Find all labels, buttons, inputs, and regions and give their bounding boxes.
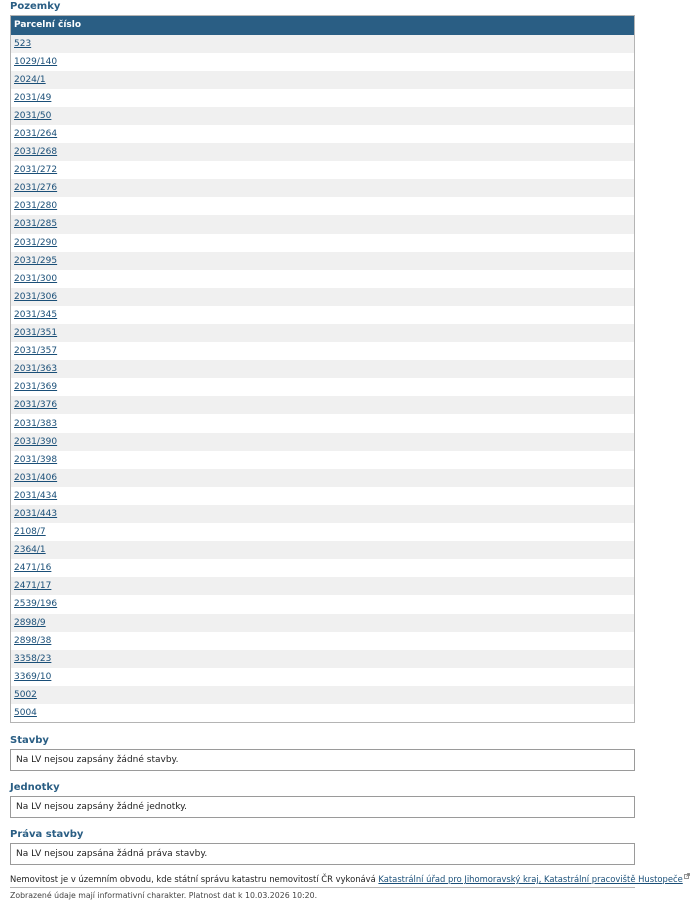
parcel-cell xyxy=(11,342,635,360)
column-header-parcelni-cislo[interactable]: Parcelní číslo xyxy=(11,16,635,35)
parcel-cell xyxy=(11,505,635,523)
stavby-info-box: Na LV nejsou zapsány žádné stavby. xyxy=(10,749,635,771)
stavby-section-title: Stavby xyxy=(10,735,49,746)
table-row xyxy=(11,360,635,378)
table-row xyxy=(11,614,635,632)
parcel-link[interactable]: 523 xyxy=(14,38,32,49)
table-row xyxy=(11,197,635,215)
parcel-link[interactable]: 1029/140 xyxy=(14,56,58,67)
parcel-cell xyxy=(11,71,635,89)
parcel-link[interactable]: 2024/1 xyxy=(14,74,46,85)
table-row xyxy=(11,541,635,559)
parcel-link[interactable]: 2031/398 xyxy=(14,454,58,465)
parcel-link[interactable]: 2031/285 xyxy=(14,219,58,230)
parcel-link[interactable]: 2031/306 xyxy=(14,291,58,302)
parcel-cell xyxy=(11,577,635,595)
table-row xyxy=(11,505,635,523)
parcel-cell xyxy=(11,686,635,704)
parcel-link[interactable]: 2031/49 xyxy=(14,92,52,103)
table-row xyxy=(11,71,635,89)
parcel-cell xyxy=(11,668,635,686)
parcel-cell xyxy=(11,541,635,559)
parcel-link[interactable]: 2031/390 xyxy=(14,436,58,447)
parcel-link[interactable]: 2031/345 xyxy=(14,309,58,320)
table-row xyxy=(11,559,635,577)
parcel-link[interactable]: 2031/272 xyxy=(14,165,58,176)
table-row xyxy=(11,686,635,704)
office-note-text: Nemovitost je v územním obvodu, kde státní správu katastru nemovitostí ČR vykonává xyxy=(10,874,379,884)
parcel-cell xyxy=(11,614,635,632)
parcel-cell xyxy=(11,451,635,469)
table-row xyxy=(11,414,635,432)
table-row xyxy=(11,451,635,469)
table-row xyxy=(11,324,635,342)
parcel-cell xyxy=(11,523,635,541)
parcel-cell xyxy=(11,306,635,324)
table-row xyxy=(11,161,635,179)
parcel-link[interactable]: 2031/290 xyxy=(14,237,58,248)
parcel-table-body xyxy=(11,35,635,723)
parcel-cell xyxy=(11,179,635,197)
parcel-link[interactable]: 2031/383 xyxy=(14,418,58,429)
table-row xyxy=(11,396,635,414)
parcel-link[interactable]: 2031/280 xyxy=(14,201,58,212)
table-row xyxy=(11,288,635,306)
parcel-cell xyxy=(11,559,635,577)
parcel-cell xyxy=(11,595,635,613)
table-row xyxy=(11,179,635,197)
parcel-cell xyxy=(11,35,635,53)
parcel-link[interactable]: 2471/17 xyxy=(14,581,52,592)
table-row xyxy=(11,35,635,53)
parcel-cell xyxy=(11,469,635,487)
parcel-table xyxy=(10,15,635,723)
prava-stavby-section-title: Práva stavby xyxy=(10,829,84,840)
parcel-link[interactable]: 5004 xyxy=(14,707,37,718)
parcel-link[interactable]: 2471/16 xyxy=(14,563,52,574)
parcel-cell xyxy=(11,215,635,233)
table-row xyxy=(11,270,635,288)
parcel-link[interactable]: 2031/443 xyxy=(14,508,58,519)
parcel-link[interactable]: 2031/357 xyxy=(14,346,58,357)
parcel-link[interactable]: 3358/23 xyxy=(14,653,52,664)
parcel-link[interactable]: 2031/369 xyxy=(14,382,58,393)
parcel-link[interactable]: 3369/10 xyxy=(14,671,52,682)
table-row xyxy=(11,523,635,541)
parcel-link[interactable]: 2898/9 xyxy=(14,617,46,628)
table-header-row xyxy=(11,16,635,35)
parcel-cell xyxy=(11,378,635,396)
table-row xyxy=(11,632,635,650)
validity-footer-note: Zobrazené údaje mají informativní charakter. Platnost dat k 10.03.2026 10:20. xyxy=(10,891,318,900)
jednotky-info-box: Na LV nejsou zapsány žádné jednotky. xyxy=(10,796,635,818)
prava-stavby-info-box: Na LV nejsou zapsána žádná práva stavby. xyxy=(10,843,635,865)
parcel-link[interactable]: 2031/295 xyxy=(14,255,58,266)
table-row xyxy=(11,342,635,360)
parcel-link[interactable]: 2031/351 xyxy=(14,328,58,339)
parcel-link[interactable]: 2031/50 xyxy=(14,110,52,121)
table-row xyxy=(11,252,635,270)
parcel-link[interactable]: 2031/300 xyxy=(14,273,58,284)
parcel-cell xyxy=(11,360,635,378)
table-row xyxy=(11,234,635,252)
table-row xyxy=(11,143,635,161)
parcel-link[interactable]: 2031/406 xyxy=(14,472,58,483)
parcel-cell xyxy=(11,324,635,342)
table-row xyxy=(11,469,635,487)
parcel-link[interactable]: 2031/264 xyxy=(14,129,58,140)
cadastral-office-link[interactable]: Katastrální úřad pro Jihomoravský kraj, Katastrální pracoviště Hustopeče xyxy=(378,874,683,884)
parcel-cell xyxy=(11,107,635,125)
parcel-link[interactable]: 2031/276 xyxy=(14,183,58,194)
parcel-link[interactable]: 2031/376 xyxy=(14,400,58,411)
parcel-cell xyxy=(11,270,635,288)
table-row xyxy=(11,704,635,723)
table-row xyxy=(11,215,635,233)
parcel-link[interactable]: 2108/7 xyxy=(14,527,46,538)
parcel-cell xyxy=(11,650,635,668)
footer-divider xyxy=(10,887,635,888)
table-row xyxy=(11,668,635,686)
table-row xyxy=(11,125,635,143)
table-row xyxy=(11,107,635,125)
table-row xyxy=(11,306,635,324)
jednotky-section-title: Jednotky xyxy=(10,782,60,793)
table-row xyxy=(11,89,635,107)
parcel-link[interactable]: 2539/196 xyxy=(14,599,58,610)
parcel-cell xyxy=(11,288,635,306)
parcel-link[interactable]: 2031/363 xyxy=(14,364,58,375)
parcel-link[interactable]: 2364/1 xyxy=(14,545,46,556)
parcel-cell xyxy=(11,252,635,270)
parcel-link[interactable]: 2898/38 xyxy=(14,635,52,646)
table-row xyxy=(11,595,635,613)
parcel-cell xyxy=(11,632,635,650)
parcel-link[interactable]: 2031/434 xyxy=(14,490,58,501)
parcel-cell xyxy=(11,89,635,107)
parcel-cell xyxy=(11,53,635,71)
parcel-link[interactable]: 5002 xyxy=(14,689,37,700)
parcel-cell xyxy=(11,704,635,723)
table-row xyxy=(11,650,635,668)
parcel-cell xyxy=(11,234,635,252)
pozemky-section-title: Pozemky xyxy=(10,1,61,12)
parcel-cell xyxy=(11,197,635,215)
parcel-cell xyxy=(11,125,635,143)
cadastral-office-note xyxy=(10,870,683,885)
external-link-icon[interactable] xyxy=(684,870,690,876)
table-row xyxy=(11,577,635,595)
table-row xyxy=(11,53,635,71)
table-row xyxy=(11,487,635,505)
parcel-cell xyxy=(11,433,635,451)
parcel-cell xyxy=(11,487,635,505)
table-row xyxy=(11,378,635,396)
parcel-cell xyxy=(11,161,635,179)
parcel-link[interactable]: 2031/268 xyxy=(14,147,58,158)
parcel-cell xyxy=(11,396,635,414)
table-row xyxy=(11,433,635,451)
parcel-cell xyxy=(11,143,635,161)
parcel-cell xyxy=(11,414,635,432)
